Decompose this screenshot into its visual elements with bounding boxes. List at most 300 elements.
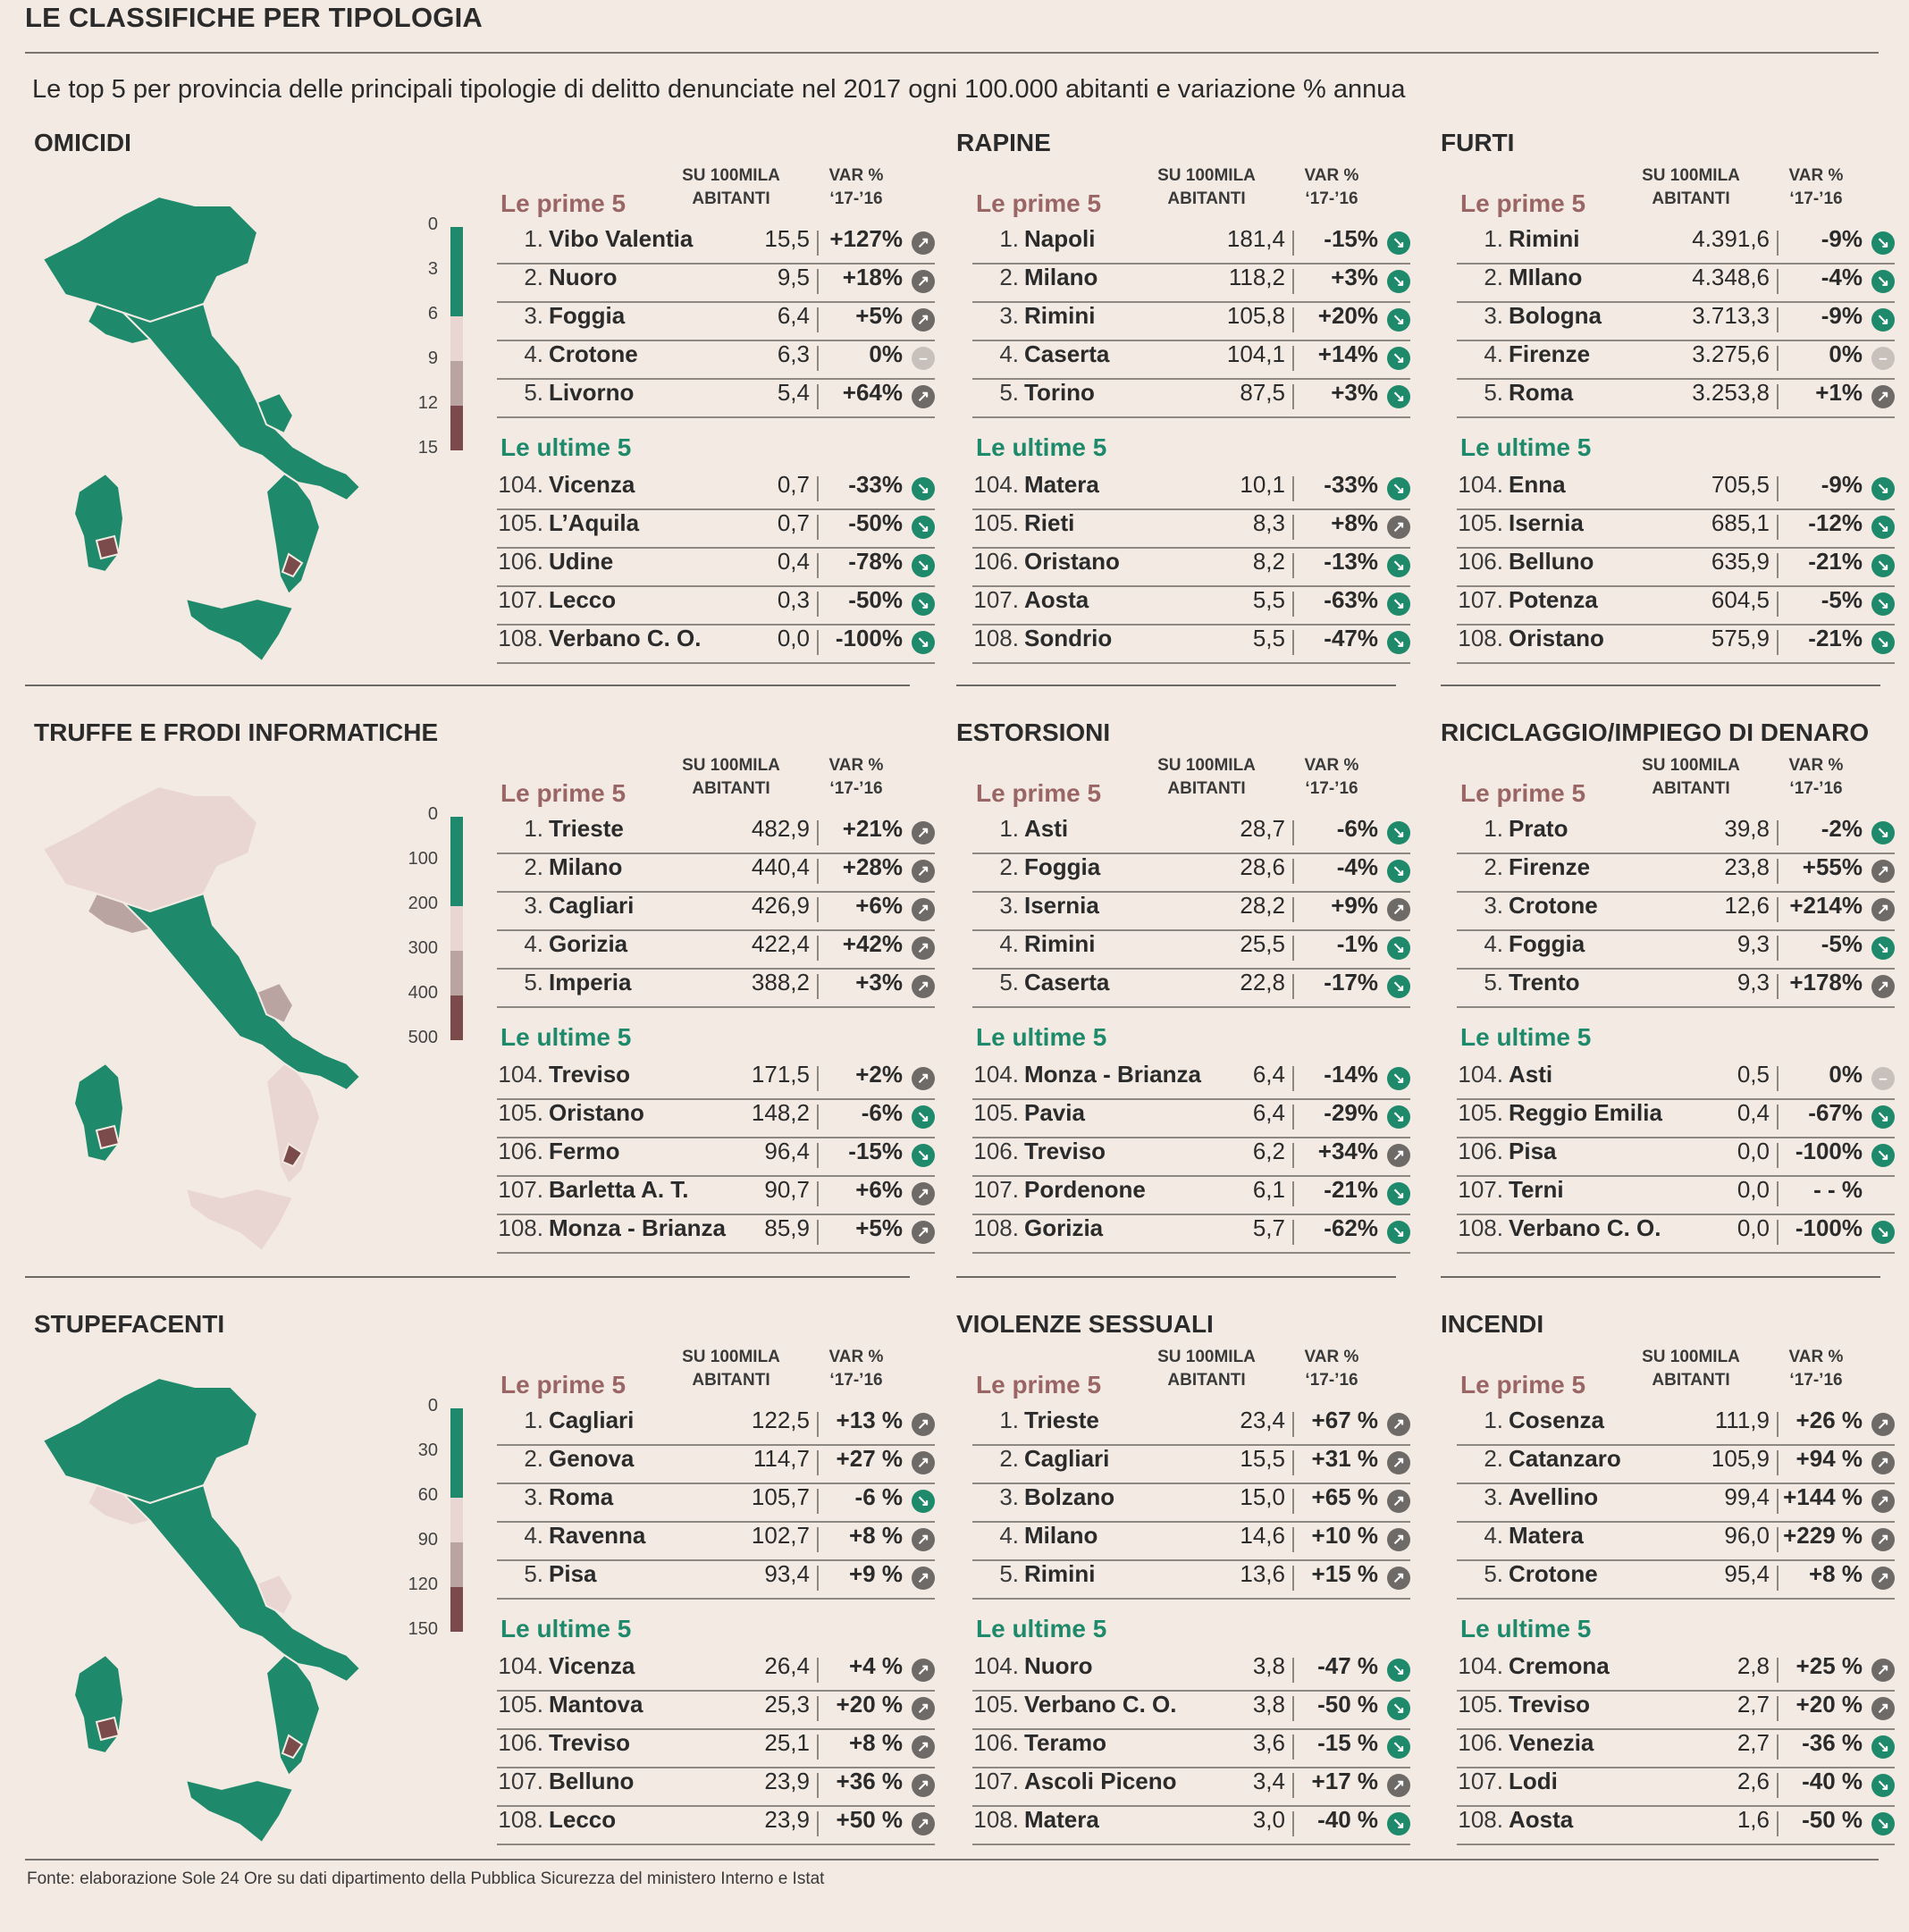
trend-up-icon: ↗ [912,308,935,332]
province-name: Treviso [549,1061,631,1088]
trend-up-icon: ↗ [1871,975,1895,998]
trend-up-icon: ↗ [912,270,935,293]
section-title: OMICIDI [34,129,131,156]
cell-separator [817,1105,819,1130]
cell-separator [817,307,819,332]
cell-separator [1292,1143,1294,1168]
trend-up-icon: ↗ [912,1067,935,1090]
variation-value: +2% [855,1061,903,1088]
section-estorsioni [947,715,1412,1287]
variation-value: +10 % [1311,1522,1378,1549]
variation-value: -50 % [1317,1691,1378,1718]
rate-value: 705,5 [1711,471,1770,498]
variation-value: -4% [1821,264,1863,290]
cell-separator [1777,1450,1779,1475]
rank: 108. [973,625,1019,651]
rank: 2. [999,1445,1019,1472]
province-name: Crotone [549,340,638,367]
rank: 104. [973,1652,1019,1679]
trend-up-icon: ↗ [912,860,935,883]
cell-separator [817,1489,819,1514]
variation-value: +94 % [1795,1445,1863,1472]
province-name: Lecco [549,586,617,613]
table-row [497,548,935,587]
rate-value: 105,9 [1711,1445,1770,1472]
column-header-variation: VAR % ‘17-’16 [1788,1348,1844,1390]
cell-separator [1777,346,1779,371]
province-name: Milano [1024,1522,1098,1549]
rate-value: 102,7 [751,1522,810,1549]
rate-value: 87,5 [1240,379,1285,406]
section-stupefacenti [25,1306,937,1878]
rank: 104. [498,1652,543,1679]
row-divider [1441,1276,1880,1278]
trend-up-icon: ↗ [912,821,935,844]
row-divider [1441,685,1880,686]
rate-value: 1,6 [1737,1806,1770,1833]
cell-separator [1777,1811,1779,1836]
trend-up-icon: ↗ [912,975,935,998]
rate-value: 99,4 [1724,1483,1770,1510]
table-row [497,930,935,970]
trend-up-icon: ↗ [1871,1490,1895,1513]
trend-up-icon: ↗ [912,231,935,255]
trend-down-icon: ↘ [1871,1144,1895,1167]
trend-up-icon: ↗ [1871,1451,1895,1474]
rate-value: 3,8 [1252,1691,1285,1718]
table-row [497,1806,935,1845]
group-label-bottom5: Le ultime 5 [500,1023,632,1051]
province-name: Cagliari [549,892,635,919]
province-name: Pordenone [1024,1176,1146,1203]
table-row [1457,892,1895,931]
trend-flat-icon: – [1871,347,1895,370]
cell-separator [817,553,819,578]
variation-value: +229 % [1783,1522,1863,1549]
table-row [497,1214,935,1254]
cell-separator [817,384,819,409]
rank: 5. [1484,969,1503,995]
variation-value: +127% [829,225,903,252]
province-name: Monza - Brianza [549,1214,726,1241]
cell-separator [1292,1696,1294,1721]
table-row [497,1729,935,1768]
cell-separator [1777,1143,1779,1168]
trend-up-icon: ↗ [912,1567,935,1590]
cell-separator [817,630,819,655]
cell-separator [1777,269,1779,294]
rank: 105. [973,509,1019,536]
section-title: INCENDI [1441,1310,1544,1338]
section-furti [1432,125,1896,697]
group-label-bottom5: Le ultime 5 [976,433,1107,461]
column-header-variation: VAR % ‘17-’16 [828,166,884,208]
trend-down-icon: ↘ [912,1144,935,1167]
variation-value: -50% [848,586,903,613]
legend-tick-label: 90 [417,1530,438,1550]
trend-down-icon: ↘ [1387,1812,1410,1835]
rate-value: 5,7 [1252,1214,1285,1241]
rank: 5. [524,379,543,406]
table-row [1457,1099,1895,1138]
rate-value: 575,9 [1711,625,1770,651]
table-row [972,1522,1410,1561]
cell-separator [1292,1527,1294,1552]
province-name: Cremona [1509,1652,1610,1679]
cell-separator [817,1450,819,1475]
province-name: Vicenza [549,471,635,498]
province-name: Barletta A. T. [549,1176,689,1203]
table-row [497,1407,935,1446]
variation-value: +9% [1331,892,1378,919]
variation-value: -50 % [1802,1806,1863,1833]
rank: 104. [973,1061,1019,1088]
province-name: Treviso [1024,1138,1106,1164]
table-row [972,853,1410,893]
variation-value: +27 % [836,1445,903,1472]
cell-separator [1292,592,1294,617]
province-name: Potenza [1509,586,1598,613]
trend-up-icon: ↗ [912,385,935,408]
variation-value: +8 % [1809,1560,1863,1587]
cell-separator [1292,1773,1294,1798]
province-name: Nuoro [1024,1652,1093,1679]
cell-separator [1777,936,1779,961]
table-row [497,1652,935,1692]
rank: 106. [498,1138,543,1164]
variation-value: +144 % [1783,1483,1863,1510]
trend-down-icon: ↘ [1871,554,1895,577]
rank: 105. [498,1691,543,1718]
cell-separator [817,1658,819,1683]
trend-down-icon: ↘ [912,554,935,577]
rank: 4. [524,930,543,957]
trend-down-icon: ↘ [1387,270,1410,293]
variation-value: -67% [1808,1099,1863,1126]
province-name: Reggio Emilia [1509,1099,1662,1126]
cell-separator [1777,1412,1779,1437]
table-row [1457,1560,1895,1600]
rate-value: 2,7 [1737,1729,1770,1756]
cell-separator [1777,1696,1779,1721]
rate-value: 28,7 [1240,815,1285,842]
rate-value: 0,3 [777,586,810,613]
trend-down-icon: ↘ [1871,1105,1895,1129]
province-name: Milano [549,853,623,880]
trend-up-icon: ↗ [1387,1144,1410,1167]
table-row [1457,1652,1895,1692]
group-label-top5: Le prime 5 [500,779,627,807]
variation-value: +21% [842,815,903,842]
rank: 106. [498,1729,543,1756]
cell-separator [1292,1658,1294,1683]
table-row [1457,930,1895,970]
rank: 3. [524,1483,543,1510]
rank: 105. [1458,509,1503,536]
table-row [972,892,1410,931]
rate-value: 95,4 [1724,1560,1770,1587]
cell-separator [1777,307,1779,332]
table-row [497,1522,935,1561]
variation-value: +20 % [836,1691,903,1718]
province-name: Matera [1024,1806,1099,1833]
table-row [972,379,1410,418]
variation-value: -36 % [1802,1729,1863,1756]
table-row [497,264,935,303]
rate-value: 0,0 [1737,1214,1770,1241]
province-name: Oristano [1024,548,1120,575]
rate-value: 85,9 [764,1214,810,1241]
column-header-per-100k: SU 100MILA ABITANTI [1157,1348,1256,1390]
section-title: RICICLAGGIO/IMPIEGO DI DENARO [1441,718,1870,746]
variation-value: +55% [1802,853,1863,880]
cell-separator [1777,1489,1779,1514]
rate-value: 9,3 [1737,969,1770,995]
rank: 108. [498,625,543,651]
rate-value: 0,4 [777,548,810,575]
column-header-variation: VAR % ‘17-’16 [1788,166,1844,208]
table-row [497,379,935,418]
rate-value: 6,4 [777,302,810,329]
rank: 4. [1484,1522,1503,1549]
province-name: Vicenza [549,1652,635,1679]
province-name: Udine [549,548,614,575]
variation-value: -5% [1821,930,1863,957]
table-row [497,625,935,664]
group-label-bottom5: Le ultime 5 [500,433,632,461]
trend-up-icon: ↗ [1387,1528,1410,1551]
variation-value: -21% [1324,1176,1378,1203]
legend-tick-label: 30 [417,1441,438,1460]
rank: 106. [498,548,543,575]
rate-value: 10,1 [1240,471,1285,498]
province-name: Caserta [1024,969,1110,995]
rank: 5. [1484,1560,1503,1587]
cell-separator [817,1527,819,1552]
table-row [972,1768,1410,1807]
cell-separator [1292,346,1294,371]
rate-value: 635,9 [1711,548,1770,575]
province-name: Rimini [1024,302,1096,329]
rank: 107. [498,1176,543,1203]
table-row [972,1214,1410,1254]
variation-value: +26 % [1795,1407,1863,1433]
cell-separator [1292,859,1294,884]
variation-value: -50% [848,509,903,536]
variation-value: +67 % [1311,1407,1378,1433]
cell-separator [817,476,819,501]
rank: 105. [1458,1099,1503,1126]
variation-value: -33% [848,471,903,498]
group-label-bottom5: Le ultime 5 [1460,1023,1592,1051]
trend-down-icon: ↘ [912,631,935,654]
table-row [1457,969,1895,1008]
trend-down-icon: ↘ [1387,1221,1410,1244]
legend-tick-label: 3 [427,259,438,279]
table-row [1457,471,1895,510]
row-divider [956,1276,1396,1278]
cell-separator [817,859,819,884]
rate-value: 604,5 [1711,586,1770,613]
rank: 104. [498,1061,543,1088]
cell-separator [1292,974,1294,999]
trend-up-icon: ↗ [912,1182,935,1205]
province-name: Avellino [1509,1483,1599,1510]
variation-value: -63% [1324,586,1378,613]
legend-tick-label: 200 [408,894,438,913]
trend-up-icon: ↗ [912,1697,935,1720]
province-name: Rimini [1509,225,1580,252]
variation-value: +3% [1331,379,1378,406]
trend-down-icon: ↘ [1871,631,1895,654]
variation-value: +4 % [849,1652,903,1679]
rank: 3. [1484,892,1503,919]
row-divider [956,685,1396,686]
rank: 108. [498,1806,543,1833]
rank: 4. [999,930,1019,957]
legend-color-band [450,861,463,906]
group-label-bottom5: Le ultime 5 [1460,433,1592,461]
rank: 107. [498,1768,543,1794]
rate-value: 422,4 [751,930,810,957]
variation-value: +6% [855,892,903,919]
province-name: Treviso [1509,1691,1591,1718]
trend-down-icon: ↘ [1387,554,1410,577]
cell-separator [1292,1566,1294,1591]
table-row [497,1061,935,1100]
variation-value: -47% [1324,625,1378,651]
cell-separator [1292,936,1294,961]
trend-down-icon: ↘ [1387,347,1410,370]
cell-separator [1292,515,1294,540]
rank: 5. [999,379,1019,406]
province-name: Rimini [1024,1560,1096,1587]
legend-color-band [450,906,463,951]
rank: 3. [524,302,543,329]
section-title: ESTORSIONI [956,718,1111,746]
variation-value: 0% [1829,340,1863,367]
province-name: Nuoro [549,264,618,290]
rate-value: 118,2 [1228,264,1285,290]
trend-up-icon: ↗ [1387,1413,1410,1436]
variation-value: -9% [1821,302,1863,329]
trend-down-icon: ↘ [912,1490,935,1513]
table-row [1457,509,1895,549]
section-truffe [25,715,937,1287]
legend-color-band [450,1498,463,1542]
table-row [497,1138,935,1177]
province-name: Matera [1509,1522,1584,1549]
table-row [972,1691,1410,1730]
cell-separator [1292,307,1294,332]
cell-separator [1777,384,1779,409]
rank: 2. [524,1445,543,1472]
province-name: Pisa [549,1560,597,1587]
rank: 3. [999,892,1019,919]
variation-value: -1% [1336,930,1378,957]
rank: 106. [973,1138,1019,1164]
variation-value: -6% [1336,815,1378,842]
rate-value: 0,4 [1737,1099,1770,1126]
rank: 107. [973,586,1019,613]
row-divider [25,1276,910,1278]
rank: 1. [1484,815,1503,842]
rank: 104. [498,471,543,498]
rank: 1. [524,225,543,252]
trend-down-icon: ↘ [1871,477,1895,500]
province-name: Prato [1509,815,1568,842]
table-row [497,1099,935,1138]
province-name: Milano [1024,264,1098,290]
rank: 4. [524,1522,543,1549]
variation-value: -62% [1324,1214,1378,1241]
province-name: Cagliari [549,1407,635,1433]
rate-value: 4.348,6 [1692,264,1770,290]
column-header-variation: VAR % ‘17-’16 [828,756,884,798]
cell-separator [1292,820,1294,845]
variation-value: 0% [869,340,903,367]
trend-down-icon: ↘ [1387,1067,1410,1090]
rate-value: 3,4 [1252,1768,1285,1794]
variation-value: -14% [1324,1061,1378,1088]
variation-value: +9 % [849,1560,903,1587]
variation-value: -9% [1821,471,1863,498]
variation-value: +36 % [836,1768,903,1794]
rank: 4. [524,340,543,367]
rank: 1. [524,1407,543,1433]
trend-down-icon: ↘ [1871,231,1895,255]
section-title: STUPEFACENTI [34,1310,225,1338]
rate-value: 8,3 [1252,509,1285,536]
province-name: Lecco [549,1806,617,1833]
province-name: Ravenna [549,1522,646,1549]
province-name: Gorizia [549,930,628,957]
variation-value: -12% [1808,509,1863,536]
variation-value: +31 % [1311,1445,1378,1472]
province-name: Ascoli Piceno [1024,1768,1177,1794]
color-scale-legend [408,1396,463,1861]
rank: 104. [1458,1652,1503,1679]
province-name: L’Aquila [549,509,640,536]
rank: 5. [1484,379,1503,406]
rate-value: 22,8 [1240,969,1285,995]
legend-color-band [450,1542,463,1587]
table-row [972,302,1410,341]
rank: 108. [1458,625,1503,651]
trend-up-icon: ↗ [1871,385,1895,408]
province-name: Crotone [1509,1560,1598,1587]
variation-value: +13 % [836,1407,903,1433]
province-name: Verbano C. O. [1509,1214,1661,1241]
table-row [1457,1407,1895,1446]
cell-separator [817,269,819,294]
province-name: Isernia [1509,509,1584,536]
table-row [1457,1176,1895,1215]
trend-down-icon: ↘ [912,516,935,539]
cell-separator [1777,1658,1779,1683]
rate-value: 23,9 [764,1768,810,1794]
trend-down-icon: ↘ [912,592,935,616]
trend-down-icon: ↘ [1387,1659,1410,1682]
province-name: Venezia [1509,1729,1594,1756]
rate-value: 0,5 [1737,1061,1770,1088]
province-name: Crotone [1509,892,1598,919]
rate-value: 148,2 [751,1099,810,1126]
rank: 104. [1458,1061,1503,1088]
table-row [972,1560,1410,1600]
province-name: Rimini [1024,930,1096,957]
province-name: Belluno [549,1768,635,1794]
